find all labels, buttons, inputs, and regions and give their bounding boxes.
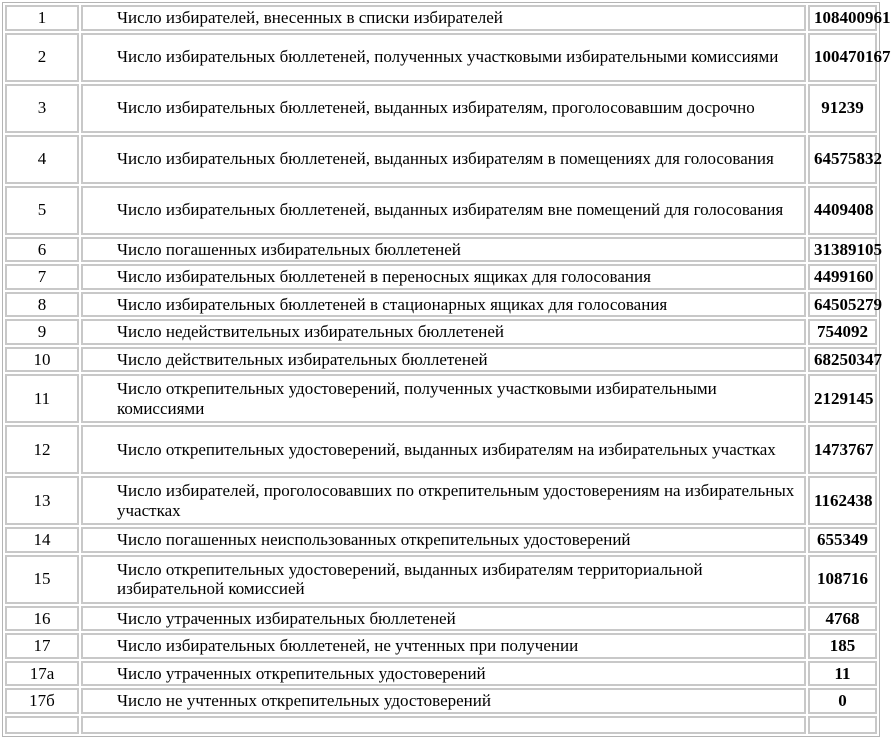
row-value: 4768 [808,606,877,632]
row-label: Число утраченных открепительных удостоверений [81,661,806,687]
table-row [5,292,877,318]
row-value: 100470167 [808,33,877,82]
table-row-partial [5,716,877,734]
row-label: Число избирательных бюллетеней в стационарных ящиках для голосования [81,292,806,318]
table-row [5,84,877,133]
empty-cell [808,716,877,734]
row-label: Число избирательных бюллетеней, не учтенных при получении [81,633,806,659]
table-row [5,555,877,604]
row-label: Число избирательных бюллетеней, выданных избирателям в помещениях для голосования [81,135,806,184]
table-row [5,374,877,423]
table-row [5,527,877,553]
table-row [5,347,877,373]
row-number: 17б [5,688,79,714]
row-value: 68250347 [808,347,877,373]
election-results-table [2,2,891,737]
row-number: 12 [5,425,79,474]
row-number: 1 [5,5,79,31]
table-row [5,237,877,263]
row-number: 7 [5,264,79,290]
row-number: 5 [5,186,79,235]
row-label: Число избирателей, внесенных в списки избирателей [81,5,806,31]
row-label: Число недействительных избирательных бюллетеней [81,319,806,345]
row-value: 4409408 [808,186,877,235]
table-row [5,633,877,659]
row-label: Число действительных избирательных бюллетеней [81,347,806,373]
table-row [5,606,877,632]
row-value: 2129145 [808,374,877,423]
row-number: 11 [5,374,79,423]
table-row [5,33,877,82]
row-value: 754092 [808,319,877,345]
row-number: 2 [5,33,79,82]
table-row [5,661,877,687]
table-row [5,5,877,31]
table-row [5,135,877,184]
row-label: Число открепительных удостоверений, выданных избирателям на избирательных участках [81,425,806,474]
row-value: 108400961 [808,5,877,31]
row-value: 91239 [808,84,877,133]
row-label: Число погашенных избирательных бюллетеней [81,237,806,263]
empty-cell [81,716,806,734]
table-row [5,319,877,345]
row-value: 64505279 [808,292,877,318]
row-label: Число открепительных удостоверений, выданных избирателям территориальной избирательной комиссией [81,555,806,604]
row-number: 4 [5,135,79,184]
row-label: Число избирателей, проголосовавших по открепительным удостоверениям на избирательных участках [81,476,806,525]
table-row [5,688,877,714]
row-number: 10 [5,347,79,373]
row-value: 4499160 [808,264,877,290]
row-value: 0 [808,688,877,714]
row-value: 655349 [808,527,877,553]
table-row [5,186,877,235]
row-number: 16 [5,606,79,632]
row-number: 17 [5,633,79,659]
row-number: 8 [5,292,79,318]
row-number: 6 [5,237,79,263]
row-value: 108716 [808,555,877,604]
row-label: Число погашенных неиспользованных открепительных удостоверений [81,527,806,553]
row-number: 14 [5,527,79,553]
row-label: Число открепительных удостоверений, полученных участковыми избирательными комиссиями [81,374,806,423]
row-label: Число избирательных бюллетеней, выданных избирателям, проголосовавшим досрочно [81,84,806,133]
row-value: 11 [808,661,877,687]
row-value: 1162438 [808,476,877,525]
row-value: 185 [808,633,877,659]
row-number: 13 [5,476,79,525]
row-number: 17а [5,661,79,687]
row-number: 9 [5,319,79,345]
row-number: 3 [5,84,79,133]
empty-cell [5,716,79,734]
row-label: Число избирательных бюллетеней, полученных участковыми избирательными комиссиями [81,33,806,82]
row-number: 15 [5,555,79,604]
row-label: Число избирательных бюллетеней в переносных ящиках для голосования [81,264,806,290]
row-value: 1473767 [808,425,877,474]
row-value: 64575832 [808,135,877,184]
table-row [5,264,877,290]
table-row [5,425,877,474]
row-label: Число не учтенных открепительных удостоверений [81,688,806,714]
row-label: Число избирательных бюллетеней, выданных избирателям вне помещений для голосования [81,186,806,235]
table-row [5,476,877,525]
row-value: 31389105 [808,237,877,263]
row-label: Число утраченных избирательных бюллетеней [81,606,806,632]
